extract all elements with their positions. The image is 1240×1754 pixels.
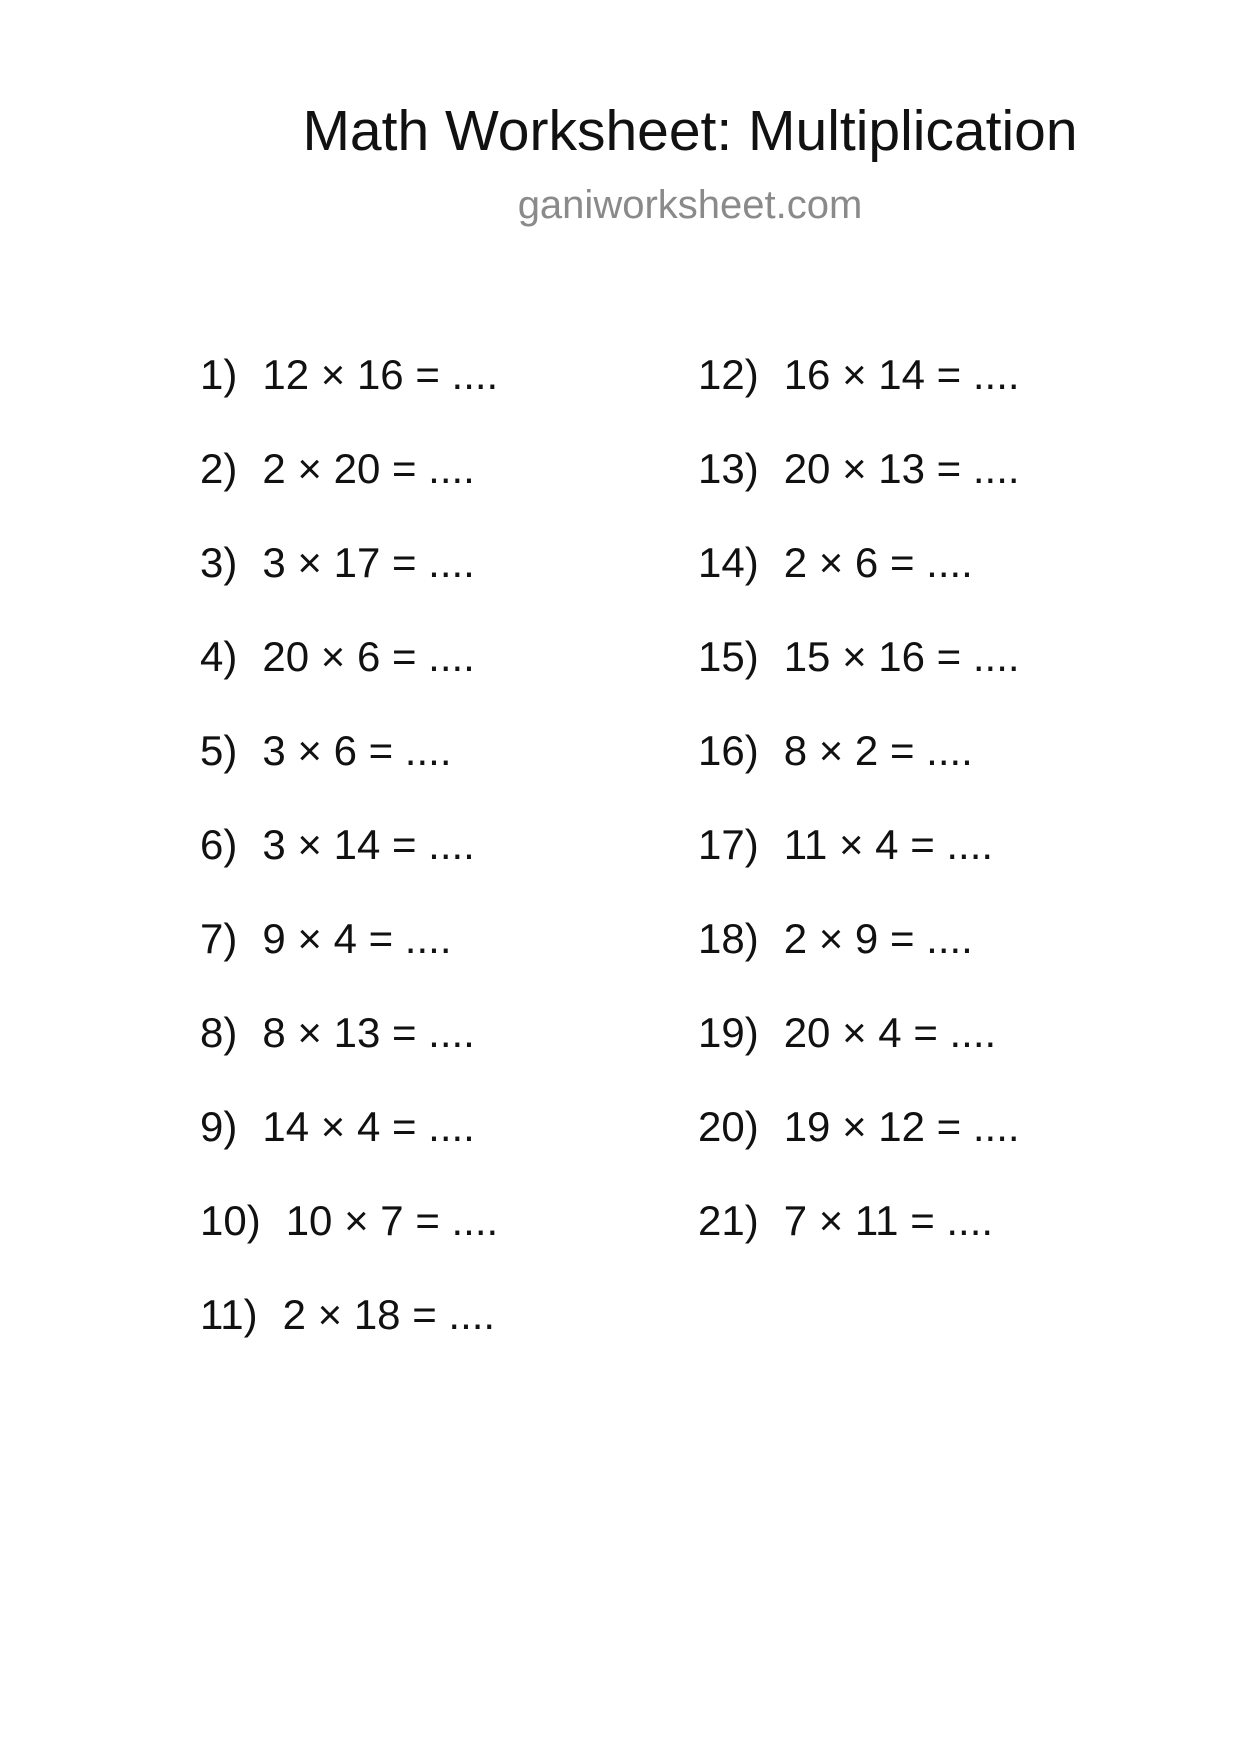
problem-number: 19) [698, 1009, 759, 1056]
problem-number: 17) [698, 821, 759, 868]
problem-item [698, 538, 973, 588]
problem-number: 5) [200, 727, 238, 774]
problem-expression: 2 × 6 = .... [783, 539, 973, 586]
problem-item [200, 444, 475, 494]
problem-number: 2) [200, 445, 238, 492]
problem-number: 20) [698, 1103, 759, 1150]
problem-number: 4) [200, 633, 238, 680]
website-label: ganiworksheet.com [517, 183, 863, 227]
page-title: Math Worksheet: Multiplication [302, 99, 1078, 163]
problem-item [200, 726, 451, 776]
problem-item [698, 1196, 993, 1246]
problem-expression: 7 × 11 = .... [783, 1197, 994, 1244]
problem-item [698, 1102, 1020, 1152]
problem-number: 16) [698, 727, 759, 774]
problem-item [698, 1008, 996, 1058]
problem-item [200, 1290, 495, 1340]
problem-expression: 11 × 4 = .... [783, 821, 994, 868]
problem-item [200, 632, 475, 682]
problem-number: 18) [698, 915, 759, 962]
problem-item [698, 632, 1020, 682]
problem-number: 12) [698, 351, 759, 398]
problem-number: 11) [200, 1291, 258, 1338]
problem-item [200, 538, 475, 588]
problem-expression: 3 × 17 = .... [262, 539, 475, 586]
problem-item [200, 1008, 475, 1058]
problem-expression: 12 × 16 = .... [262, 351, 499, 398]
problem-number: 8) [200, 1009, 238, 1056]
problem-number: 3) [200, 539, 238, 586]
problem-item [200, 350, 498, 400]
problem-number: 1) [200, 351, 238, 398]
problem-expression: 2 × 20 = .... [262, 445, 475, 492]
problem-expression: 10 × 7 = .... [285, 1197, 499, 1244]
problem-expression: 16 × 14 = .... [783, 351, 1020, 398]
problem-expression: 14 × 4 = .... [262, 1103, 475, 1150]
problem-expression: 9 × 4 = .... [262, 915, 452, 962]
problem-expression: 20 × 6 = .... [262, 633, 475, 680]
problem-number: 15) [698, 633, 759, 680]
problem-item [200, 820, 475, 870]
problem-number: 9) [200, 1103, 238, 1150]
problem-expression: 3 × 14 = .... [262, 821, 475, 868]
problem-expression: 2 × 18 = .... [282, 1291, 496, 1338]
problem-number: 14) [698, 539, 759, 586]
problem-number: 6) [200, 821, 238, 868]
problem-number: 10) [200, 1197, 261, 1244]
problem-item [200, 914, 451, 964]
problem-number: 13) [698, 445, 759, 492]
problem-item [698, 914, 973, 964]
problem-expression: 3 × 6 = .... [262, 727, 452, 774]
problem-expression: 19 × 12 = .... [783, 1103, 1020, 1150]
problem-number: 21) [698, 1197, 759, 1244]
problem-item [698, 726, 973, 776]
problem-expression: 2 × 9 = .... [783, 915, 973, 962]
problem-expression: 8 × 2 = .... [783, 727, 973, 774]
problem-item [698, 444, 1020, 494]
problem-item [698, 820, 993, 870]
problem-item [200, 1196, 498, 1246]
problem-expression: 15 × 16 = .... [783, 633, 1020, 680]
problem-expression: 20 × 4 = .... [783, 1009, 997, 1056]
problem-item [698, 350, 1020, 400]
problem-expression: 8 × 13 = .... [262, 1009, 475, 1056]
problem-expression: 20 × 13 = .... [783, 445, 1020, 492]
problem-number: 7) [200, 915, 238, 962]
problem-item [200, 1102, 475, 1152]
